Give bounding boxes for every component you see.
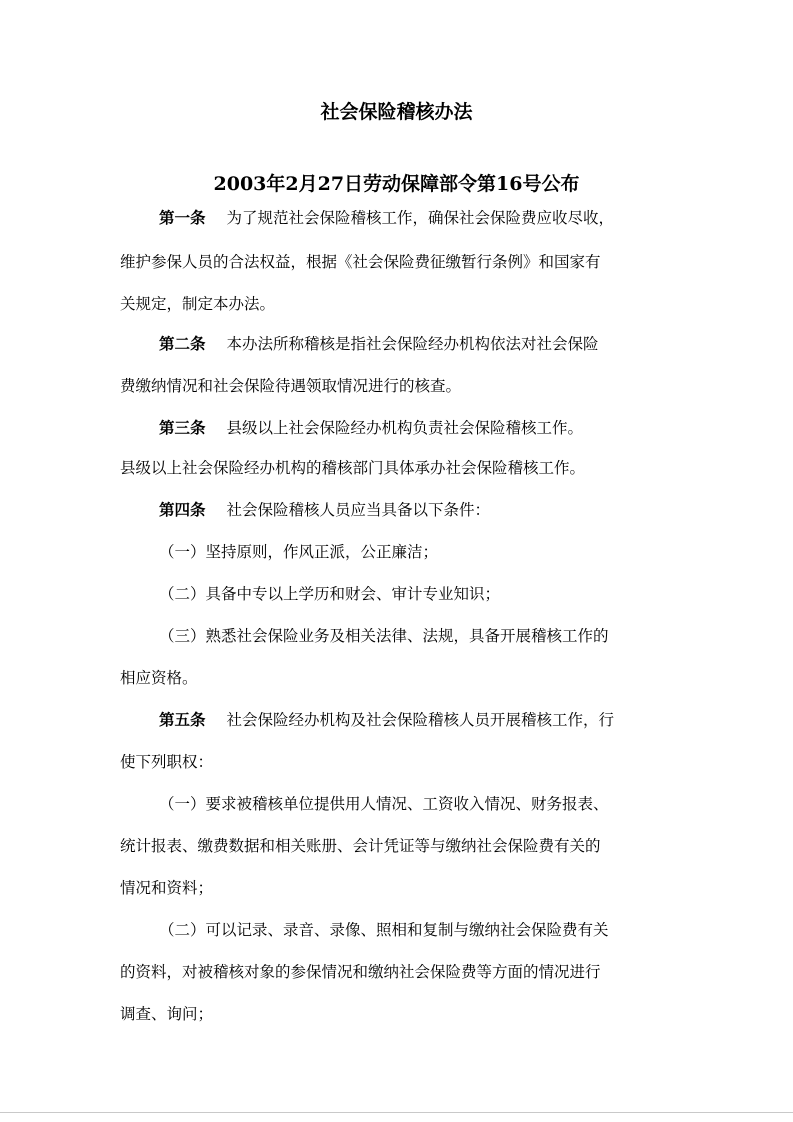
article-1-line-3: 关规定，制定本办法。 [120,295,276,313]
article-text: 本办法所称稽核是指社会保险经办机构依法对社会保险 [226,335,599,353]
article-4-item-2: （二）具备中专以上学历和财会、审计专业知识； [159,585,501,603]
article-4-item-1: （一）坚持原则，作风正派，公正廉洁； [159,543,439,561]
article-text: 社会保险稽核人员应当具备以下条件： [226,501,491,519]
document-title: 社会保险稽核办法 [320,101,473,123]
article-2-line-2: 费缴纳情况和社会保险待遇领取情况进行的核查。 [120,377,462,395]
article-5-item-1-cont-2: 情况和资料； [120,879,214,897]
document-subtitle: 2003年2月27日劳动保障部令第16号公布 [213,173,580,195]
article-5-line-2: 使下列职权： [120,753,214,771]
article-text: 为了规范社会保险稽核工作，确保社会保险费应收尽收， [226,209,615,227]
article-5-item-1: （一）要求被稽核单位提供用人情况、工资收入情况、财务报表、 [159,795,609,813]
article-text: 社会保险经办机构及社会保险稽核人员开展稽核工作，行 [226,711,615,729]
article-3-line-2: 县级以上社会保险经办机构的稽核部门具体承办社会保险稽核工作。 [120,459,586,477]
article-5-item-2-cont-2: 调查、询问； [120,1005,214,1023]
article-1-line-2: 维护参保人员的合法权益，根据《社会保险费征缴暂行条例》和国家有 [120,253,601,271]
article-5-item-1-cont-1: 统计报表、缴费数据和相关账册、会计凭证等与缴纳社会保险费有关的 [120,837,601,855]
article-5-item-2-cont-1: 的资料，对被稽核对象的参保情况和缴纳社会保险费等方面的情况进行 [120,963,601,981]
article-4-line-1 [159,499,679,521]
article-4-item-3-cont: 相应资格。 [120,669,198,687]
article-4-item-3: （三）熟悉社会保险业务及相关法律、法规，具备开展稽核工作的 [159,627,609,645]
article-heading: 第五条 [159,710,206,729]
article-5-line-1 [159,709,679,731]
article-2-line-1 [159,333,679,355]
article-heading: 第四条 [159,500,206,519]
article-1-line-1 [159,207,679,229]
article-5-item-2: （二）可以记录、录音、录像、照相和复制与缴纳社会保险费有关 [159,921,609,939]
article-heading: 第二条 [159,334,206,353]
page-bottom-rule [0,1112,793,1113]
article-3-line-1 [159,417,679,439]
article-text: 县级以上社会保险经办机构负责社会保险稽核工作。 [226,419,584,437]
article-heading: 第一条 [159,208,206,227]
article-heading: 第三条 [159,418,206,437]
